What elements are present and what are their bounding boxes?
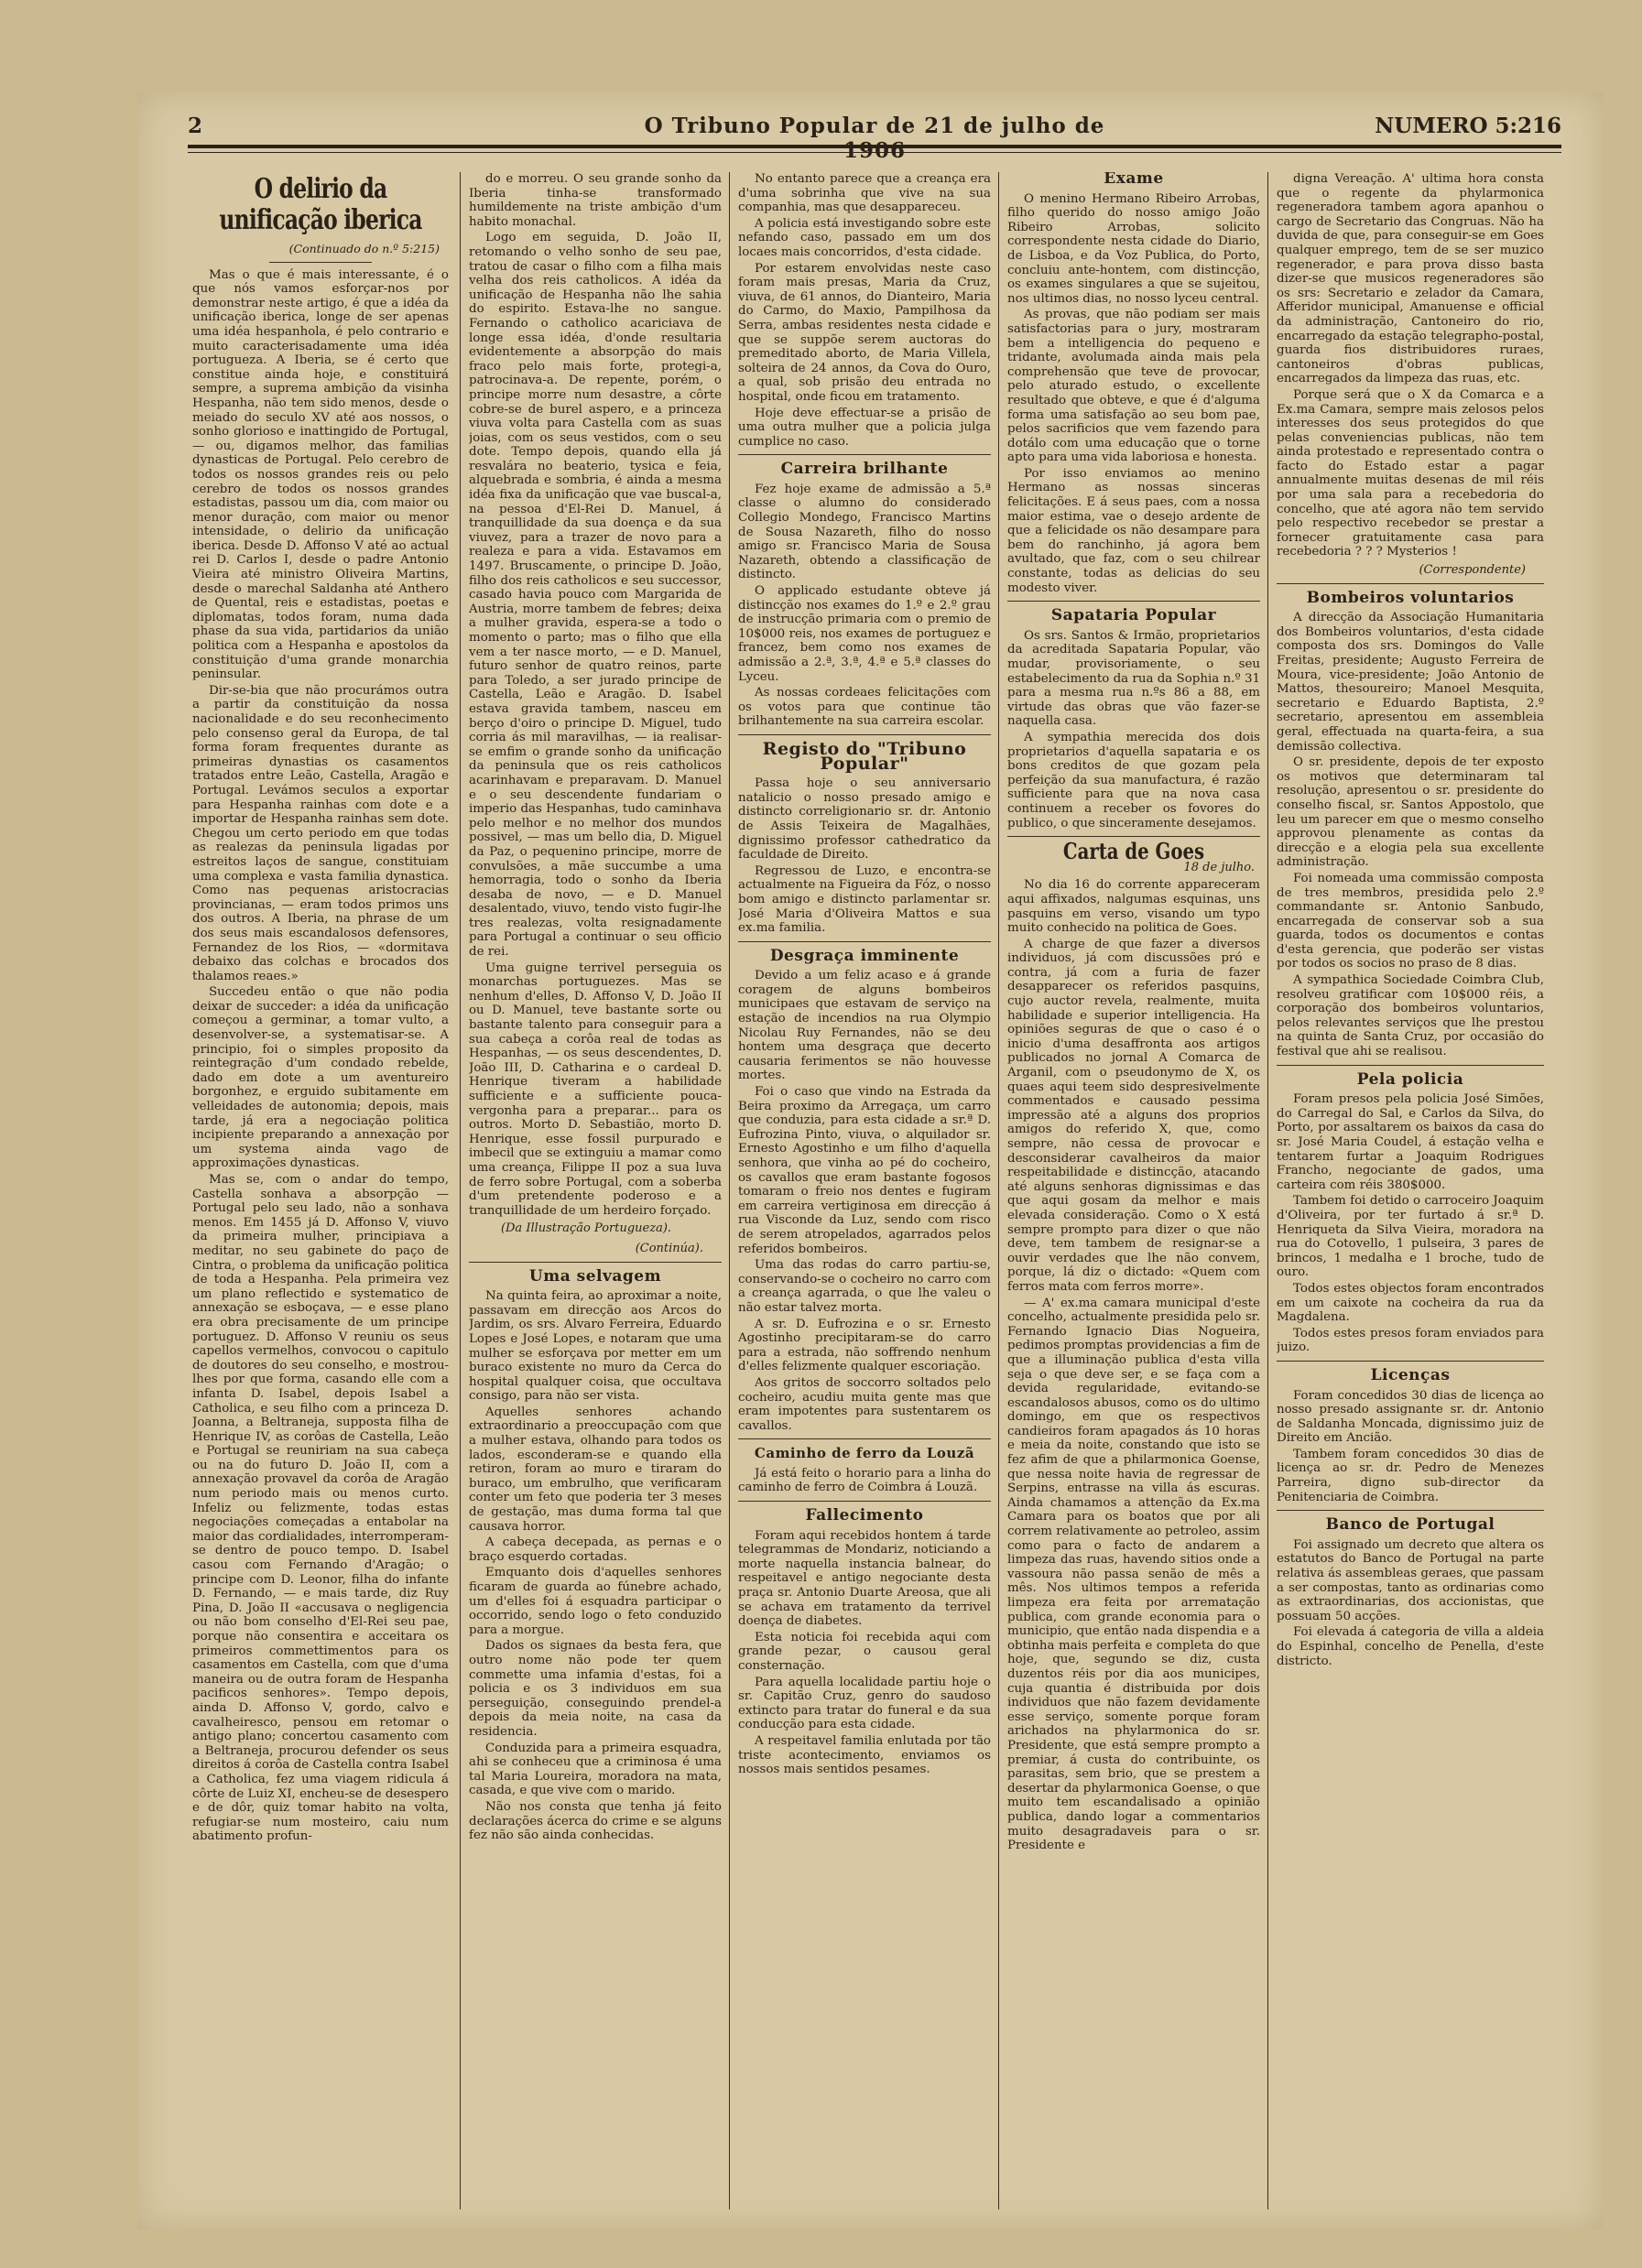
dateline: 18 de julho.: [1183, 860, 1255, 874]
paragraph: Mas se, com o andar do tempo, Castella sonhava a absorpção — Portugal pelo seu lado, não a sonhava menos. Em 1455 já D. Affonso V, viuvo da primeira mulher, principiava a meditar, no seu gabinete do paço de Cintra, o problema da unificação politica de toda a Hespanha. Pela primeira vez um plano reflectido e systematico de annexação se esboçava, — e esse plano era obra precisamente de um principe portuguez. D. Affonso V reuniu os seus capellos vermelhos, convocou o capitulo de doutores do seu conselho, e mostrou-lhes por que forma, casando elle com a infanta D. Isabel, depois Isabel a Catholica, e seu filho com a princeza D. Joanna, a Beltraneja, supposta filha de Henrique IV, as corôas de Castella, Leão e Portugal se reuniriam na sua cabeça ou na do futuro D. João II, com a annexação provavel da corôa de Aragão num periodo mais ou menos curto. Infeliz ou felizmente, todas estas negociações começadas a entabolar na maior das cordialidades, interromperam-se dentro de pouco tempo. D. Isabel casou com Fernando d'Aragão; o principe com D. Leonor, filha do infante D. Fernando, — e mais tarde, diz Ruy Pina, D. João II «accusava o negligencia ou não bom conselho d'El-Rei seu pae, porque não consentira e acceitara os primeiros commettimentos para os casamentos em Castella, com que d'uma maneira ou de outra foram de Hespanha pacificos senhores». Tempo depois, ainda D. Affonso V, gordo, calvo e cavalheiresco, pensou em retomar o antigo plano; concertou casamento com a Beltraneja, procurou defender os seus direitos á corôa de Castella contra Isabel a Catholica, fez uma viagem ridicula á côrte de Luiz XI, encheu-se de desespero e de dôr, quiz tomar habito na volta, refugiar-se num mosteiro, caiu num abatimento profun-: [192, 1173, 449, 1844]
section-heading-bombeiros: Bombeiros voluntarios: [1306, 588, 1515, 607]
column-rule: [998, 172, 999, 2209]
section-heading-licencas: Licenças: [1370, 1365, 1451, 1384]
column-rule: [729, 172, 730, 2209]
paragraph: Foram aqui recebidos hontem á tarde telegrammas de Mondariz, noticiando a morte naquella instancia balnear, do respeitavel e antigo negociante desta praça sr. Antonio Duarte Areosa, que ali se achava em tratamento da terrivel doença de diabetes.: [738, 1528, 991, 1629]
paragraph: Succedeu então o que não podia deixar de succeder: a idéa da unificação começou a germinar, a tomar vulto, a desenvolver-se, a systematisar-se. A principio, foi o simples proposito da reintegração d'um condado rebelde, dado em dote a um aventureiro borgonhez, e erguido subitamente em velleidades de autonomia; depois, mais tarde, já era a negociação politica incipiente preparando a annexação por um systema ainda vago de approximações dynasticas.: [192, 985, 449, 1171]
paragraph: Regressou de Luzo, e encontra-se actualmente na Figueira da Fóz, o nosso bom amigo e distincto parlamentar sr. José Maria d'Oliveira Mattos e sua ex.ma familia.: [738, 863, 991, 936]
section-heading-sapataria: Sapataria Popular: [1050, 606, 1217, 625]
section-heading-desgraca: Desgraça imminente: [769, 946, 960, 965]
page-number: 2: [188, 114, 203, 138]
divider: [1007, 836, 1260, 837]
divider: [1277, 1510, 1544, 1511]
paragraph: Uma das rodas do carro partiu-se, conservando-se o cocheiro no carro com a creança agarrada, o que lhe valeu o não estar talvez morta.: [738, 1258, 991, 1315]
divider: [738, 941, 991, 942]
paragraph: Emquanto dois d'aquelles senhores ficaram de guarda ao fúnebre achado, um d'elles foi á esquadra participar o occorrido, sendo logo o feto conduzido para a morgue.: [469, 1566, 722, 1637]
section-heading-exame: Exame: [1104, 172, 1164, 188]
newspaper-title-date: O Tribuno Popular de 21 de julho de 1906: [644, 114, 1105, 163]
paragraph: Foi elevada á categoria de villa a aldeia do Espinhal, concelho de Penella, d'este districto.: [1277, 1625, 1544, 1668]
divider: [469, 1262, 722, 1263]
section-heading-selvagem: Uma selvagem: [528, 1266, 662, 1286]
paragraph: Fez hoje exame de admissão a 5.ª classe o alumno do considerado Collegio Mondego, Francisco Martins de Sousa Nazareth, filho do nosso amigo sr. Francisco Maria de Sousa Nazareth, obtendo a classificação de distincto.: [738, 482, 991, 582]
paragraph: O applicado estudante obteve já distincção nos exames do 1.º e 2.º grau de instrucção primaria com o premio de 10$000 reis, nos exames de portuguez e francez, bem como nos exames de admissão a 2.ª, 3.ª, 4.ª e 5.ª classes do Lyceu.: [738, 584, 991, 684]
paragraph: A sympathia merecida dos dois proprietarios d'aquella sapataria e os bons creditos de que gozam pela perfeição da sua manufactura, é razão sufficiente para que na nova casa continuem a receber os fovores do publico, o que sinceramente desejamos.: [1007, 730, 1260, 830]
divider: [1277, 583, 1544, 584]
section-heading-caminho: Caminho de ferro da Louzã: [754, 1445, 975, 1462]
source-credit: (Da Illustração Portugueza).: [500, 1221, 672, 1236]
paragraph: Porque será que o X da Comarca e a Ex.ma Camara, sempre mais zelosos pelos interesses dos seus protegidos do que pelas conveniencias publicas, não tem ainda protestado e representado contra o facto do Estado estar a pagar annualmente muitas desenas de mil réis por uma sala para a recebedoria do concelho, que até agora não tem servido pelo respectivo recebedor se prestar a fornecer gratuitamente casa para recebedoria ? ? ? Mysterios !: [1277, 387, 1544, 559]
continua-note: (Continúa).: [635, 1241, 703, 1255]
paragraph: Foram concedidos 30 dias de licença ao nosso presado assignante sr. dr. Antonio de Saldanha Moncada, dignissimo juiz de Direito em Ancião.: [1277, 1388, 1544, 1446]
paragraph: Na quinta feira, ao aproximar a noite, passavam em direcção aos Arcos do Jardim, os srs. Alvaro Ferreira, Eduardo Lopes e José Lopes, e notaram que uma mulher se esforçava por metter em um buraco existente no muro da Cerca do hospital qualquer coisa, que occultava consigo, para não ser vista.: [469, 1289, 722, 1404]
section-heading-policia: Pela policia: [1356, 1069, 1464, 1089]
paragraph: A sr. D. Eufrozina e o sr. Ernesto Agostinho precipitaram-se do carro para a estrada, não soffrendo nenhum d'elles felizmente qualquer escoriação.: [738, 1317, 991, 1374]
paragraph: Foi o caso que vindo na Estrada da Beira proximo da Arregaça, um carro que conduzia, para esta cidade a sr.ª D. Eufrozina Pinto, viuva, o alquilador sr. Ernesto Agostinho e um filho d'aquella senhora, que vinha ao pé do cocheiro, os cavallos que eram bastante fogosos tomaram o freio nos dentes e fugiram em carreira vertiginosa em direcção á rua Visconde da Luz, sendo com risco de serem atropelados, agarrados pelos referidos bombeiros.: [738, 1085, 991, 1256]
paragraph: Todos estes objectos foram encontrados em um caixote na cocheira da rua da Magdalena.: [1277, 1281, 1544, 1325]
paragraph: A charge de que fazer a diversos individuos, já com discussões pró e contra, já com a furia de fazer desapparecer os referidos pasquins, cujo auctor revela, realmente, muita habilidade e superior intelligencia. Ha opiniões seguras de que o caso é o inicio d'uma desaffronta aos artigos publicados no jornal A Comarca de Arganil, com o pseudonymo de X, os quaes aqui teem sido despresivelmente commentados e causado pessima impressão até a alguns dos proprios amigos do referido X, que, como sempre, não cessa de provocar e desconsiderar cavalheiros da maior respeitabilidade e distincção, atacando até alguns senhoras dignissimas e das que aqui gosam da melhor e mais elevada consideração. Como o X está sempre prompto para dizer o que não deve, tem tambem de resignar-se a ouvir verdades que lhe não convem, porque, lá diz o dictado: «Quem com ferros mata com ferros morre».: [1007, 937, 1260, 1294]
paragraph: Devido a um feliz acaso e á grande coragem de alguns bombeiros municipaes que estavam de serviço na estação de incendios na rua Olympio Nicolau Ruy Fernandes, não se deu hontem uma desgraça que decerto causaria ferimentos se não houvesse mortes.: [738, 969, 991, 1083]
paragraph: do e morreu. O seu grande sonho da Iberia tinha-se transformado humildemente na triste ambição d'um habito monachal.: [469, 172, 722, 229]
paragraph: Dados os signaes da besta fera, que outro nome não pode ter quem commette uma infamia d'estas, foi a policia e os 3 individuos em sua perseguição, conseguindo prendel-a depois da meia noite, na casa da residencia.: [469, 1639, 722, 1739]
paragraph: A policia está investigando sobre este nefando caso, passado em um dos locaes mais concorridos, d'esta cidade.: [738, 216, 991, 259]
paragraph: Os srs. Santos & Irmão, proprietarios da acreditada Sapataria Popular, vão mudar, provisoriamente, o seu estabelecimento da rua da Sophia n.º 31 para a mesma rua n.ºs 86 a 88, em virtude das obras que vão fazer-se naquella casa.: [1007, 628, 1260, 729]
issue-number: NUMERO 5:216: [1375, 114, 1561, 138]
section-heading-registo: Registo do "Tribuno Popular": [762, 738, 967, 774]
paragraph: A sympathica Sociedade Coimbra Club, resolveu gratificar com 10$000 réis, a corporação dos bombeiros voluntarios, pelos relevantes serviços que lhe prestou na quinta de Santa Cruz, por occasião do festival que ahi se realisou.: [1277, 973, 1544, 1059]
paragraph: Foi nomeada uma commissão composta de tres membros, presidida pelo 2.º commandante sr. Antonio Sanbudo, encarregada de conservar sob a sua guarda, todos os documentos e contas d'esta gerencia, que poderão ser vistas por todos os socios no praso de 8 dias.: [1277, 871, 1544, 971]
paragraph: Foi assignado um decreto que altera os estatutos do Banco de Portugal na parte relativa ás assembleas geraes, que passam a ser compostas, tanto as ordinarias como as extraordinarias, dos accionistas, que possuam 50 acções.: [1277, 1537, 1544, 1623]
column-rule: [1267, 172, 1268, 2209]
divider: [1277, 1065, 1544, 1066]
paragraph: As nossas cordeaes felicitações com os votos para que continue tão brilhantemente na sua carreira escolar.: [738, 686, 991, 729]
paragraph: Todos estes presos foram enviados para juizo.: [1277, 1326, 1544, 1355]
divider: [738, 1501, 991, 1502]
article-subtitle: (Continuado do n.º 5:215): [288, 242, 440, 255]
column-3: [738, 172, 991, 2214]
section-heading-fallecimento: Fallecimento: [805, 1506, 924, 1525]
paragraph: Tambem foi detido o carroceiro Joaquim d'Oliveira, por ter furtado á sr.ª D. Henriqueta da Silva Vieira, moradora na rua do Cotovello, 1 pulseira, 3 pares de brincos, 1 medalha e 1 broche, tudo de ouro.: [1277, 1194, 1544, 1280]
paragraph: Logo em seguida, D. João II, retomando o velho sonho de seu pae, tratou de casar o filho com a filha mais velha dos reis catholicos. A idéa da unificação de Hespanha não lhe sahia do espirito. Estava-lhe no sangue. Fernando o catholico acariciava de longe essa idéa, d'onde resultaria evidentemente a absorpção do mais fraco pelo mais forte, protegi-a, patrocinava-a. De repente, porém, o principe morre num desastre, a côrte cobre-se de burel aspero, e a princeza viuva volta para Castella com as suas joias, com os seus vestidos, com o seu dote. Tempo depois, quando ella já resvalára no beaterio, tysica e feia, alquebrada e sombria, é ainda a mesma idéa fixa da unificação que vae buscal-a, na pessoa d'El-Rei D. Manuel, á tranquillidade da sua doença e da sua viuvez, para a trazer de novo para a realeza e para a vida. Estavamos em 1497. Bruscamente, o principe D. João, filho dos reis catholicos e seu successor, casado havia pouco com Margarida de Austria, morre tambem de febres; deixa a mulher gravida, espera-se a todo o momento o parto; mas o filho que ella vem a ter nasce morto, — e D. Manuel, futuro senhor de quatro reinos, parte para Toledo, a ser jurado principe de Castella, Leão e Aragão. D. Isabel estava gravida tambem, nasceu em berço d'oiro o principe D. Miguel, tudo corria ás mil maravilhas, — ia realisar-se emfim o grande sonho da unificação da peninsula que os reis catholicos acarinhavam e preparavam. D. Manuel e o seu descendente fundariam o imperio das Hespanhas, tudo caminhava pelo melhor e no melhor dos mundos possivel, — mas um bello dia, D. Miguel da Paz, o pequenino principe, morre de convulsões, a mãe succumbe a uma hemorragia, todo o sonho da Iberia desaba de novo, — e D. Manuel desalentado, viuvo, tendo visto fugir-lhe tres realezas, volta resignadamente para Portugal a continuar o seu officio de rei.: [469, 231, 722, 960]
paragraph: As provas, que não podiam ser mais satisfactorias para o jury, mostraram bem a intelligencia do pequeno e tridante, avolumada ainda mais pela comprehensão que teve de provocar, pelo aturado estudo, o excellente resultado que obteve, e que é d'alguma forma uma satisfação ao seu bom pae, pelos sacrificios que vem fazendo para dotálo com uma educação que o torne apto para uma vida laboriosa e honesta.: [1007, 308, 1260, 465]
paragraph: — A' ex.ma camara municipal d'este concelho, actualmente presidida pelo sr. Fernando Ignacio Dias Nogueira, pedimos promptas providencias a fim de que a illuminação publica d'esta villa seja o que deve ser, e se faça com a devida regularidade, evitando-se escandalosos abusos, como os do ultimo domingo, em que os respectivos candieiros foram apagados ás 10 horas e meia da noite, constando que isto se fez afim de que a philarmonica Goense, que nessa noite havia de regressar de Serpins, entrasse na villa ás escuras. Ainda chamamos a attenção da Ex.ma Camara para os boatos que por ali correm relativamente ao petroleo, assim como para o facto de andarem a limpeza das ruas, havendo sitios onde a vassoura não passa senão de mês a mês. Nos ultimos tempos a referida limpeza era feita por arrematação publica, com grande economia para o municipio, que então nada dispendia e a obtinha mais perfeita e completa do que hoje, que, segundo se diz, custa duzentos réis por dia aos municipes, cuja quantia é distribuida por dois individuos que não fazem devidamente esse serviço, somente porque foram arichados na phylarmonica do sr. Presidente, que está sempre prompto a premiar, á custa do contribuinte, os parasitas, sem brio, que se prestem a desertar da phylarmonica Goense, o que muito tem escandalisado a opinião publica, dando logar a commentarios muito desagradaveis para o sr. Presidente e: [1007, 1296, 1260, 1853]
section-heading-goes: Carta de Goes: [1062, 838, 1205, 865]
paragraph: Foram presos pela policia José Simões, do Carregal do Sal, e Carlos da Silva, do Porto, por assaltarem os baixos da casa do sr. José Maria Coudel, á estação velha e tentarem furtar a Joaquim Rodrigues Francho, negociante de gados, uma carteira com réis 380$000.: [1277, 1092, 1544, 1192]
paragraph: Aos gritos de soccorro soltados pelo cocheiro, acudiu muita gente mas que eram impotentes para sustentarem os cavallos.: [738, 1375, 991, 1433]
paragraph: Aquelles senhores achando extraordinario a preoccupação com que a mulher estava, olhando para todos os lados, esconderam-se e quando ella retiron, foram ao muro e tiraram do buraco, um embrulho, que verificaram conter um feto que poderia ter 3 meses de gestação, mas duma forma tal que causava horror.: [469, 1405, 722, 1534]
paragraph: Tambem foram concedidos 30 dias de licença ao sr. dr. Pedro de Menezes Parreira, digno sub-director da Penitenciaria de Coimbra.: [1277, 1447, 1544, 1504]
column-1: [192, 172, 449, 2214]
paragraph: A direcção da Associação Humanitaria dos Bombeiros voluntarios, d'esta cidade composta dos srs. Domingos do Valle Freitas, presidente; Augusto Ferreira de Moura, vice-presidente; João Antonio de Mattos, thesoureiro; Manoel Mesquita, secretario e Eduardo Baptista, 2.º secretario, apresentou em assembleia geral, effectuada na quarta-feira, a sua demissão collectiva.: [1277, 611, 1544, 754]
section-heading-banco: Banco de Portugal: [1325, 1515, 1495, 1535]
divider: [738, 454, 991, 455]
paragraph: Conduzida para a primeira esquadra, ahi se conheceu que a criminosa é uma tal Maria Loureira, moradora na mata, casada, e que vive com o marido.: [469, 1741, 722, 1798]
paragraph: Mas o que é mais interessante, é o que nós vamos esforçar-nos por demonstrar neste artigo, é que a idéa da unificação iberica, longe de ser apenas uma idéa hespanhola, é pelo contrario e muito caracterisadamente uma idéa portugueza. A Iberia, se é certo que constitue ainda hoje, e constituirá sempre, a suprema ambição da visinha Hespanha, não tem sido menos, desde o meiado do seculo XV até aos nossos, o sonho glorioso e inattingido de Portugal, — ou, digamos melhor, das familias dynasticas de Portugal. Pelo cerebro de todos os nossos grandes reis ou pelo cerebro de todos os nossos grandes estadistas, passou um dia, com maior ou menor duração, com maior ou menor intensidade, o delirio da unificação iberica. Desde D. Affonso V até ao actual rei D. Carlos I, desde o padre Antonio Vieira até ministro Oliveira Martins, desde o marechal Saldanha até Anthero de Quental, reis e estadistas, poetas e diplomatas, todos foram, numa dada phase da sua vida, partidarios da união politica com a Hespanha e apostolos da constituição d'uma grande monarchia peninsular.: [192, 267, 449, 682]
divider: [269, 262, 372, 263]
article-title: O delirio da unificação iberica: [219, 173, 422, 236]
paragraph: Esta noticia foi recebida aqui com grande pezar, o causou geral consternação.: [738, 1630, 991, 1673]
masthead: [188, 108, 1561, 163]
paragraph: A respeitavel familia enlutada por tão triste acontecimento, enviamos os nossos mais sentidos pesames.: [738, 1733, 991, 1777]
paragraph: A cabeça decepada, as pernas e o braço esquerdo cortadas.: [469, 1536, 722, 1564]
column-rule: [460, 172, 461, 2209]
paragraph: Dir-se-bia que não procurámos outra a partir da constituição da nossa nacionalidade e do seu reconhecimento pelo consenso geral da Europa, de tal forma foram frequentes durante as primeiras dynastias os casamentos tratados entre Leão, Castella, Aragão e Portugal. Levámos seculos a exportar para Hespanha rainhas com dote e a importar de Hespanha rainhas sem dote. Chegou um certo periodo em que todas as realezas da peninsula ligadas por estreitos laços de sangue, constituiam uma complexa e vasta familia dynastica. Como nas pequenas aristocracias provincianas, — eram todos primos uns dos outros. A Iberia, na phrase de um dos seus mais escandalosos defensores, Fernandez de los Rios, — «dormitava debaixo das colchas e brocados dos thalamos reaes.»: [192, 683, 449, 983]
paragraph: No entanto parece que a creança era d'uma sobrinha que vive na sua companhia, mas que desappareceu.: [738, 172, 991, 215]
column-5: [1277, 172, 1544, 2214]
column-4: [1007, 172, 1260, 2214]
divider: [1007, 601, 1260, 602]
correspondent-signature: (Correspondente): [1419, 563, 1526, 578]
paragraph: Passa hoje o seu anniversario natalicio o nosso presado amigo e distincto correligionario sr. dr. Antonio de Assis Teixeira de Magalhães, dignissimo professor cathedratico da faculdade de Direito.: [738, 776, 991, 863]
divider: [1277, 1361, 1544, 1362]
paragraph: digna Vereação. A' ultima hora consta que o regente da phylarmonica regeneradora tambem agora apanhou o cargo de Secretario das Congruas. Não ha duvida de que, para conseguir-se em Goes qualquer emprego, tem de se ser muzico regenerador, e para prova disso basta dizer-se que musicos regeneradores são os srs: Secretario e zelador da Camara, Afferidor municipal, Amanuense e official da administração, Cantoneiro do rio, encarregado da estação telegrapho-postal, guarda fios distribuidores ruraes, cantoneiros d'obras publicas, encarregados da limpeza das ruas, etc.: [1277, 172, 1544, 386]
divider: [738, 734, 991, 735]
paragraph: Uma guigne terrivel perseguia os monarchas portuguezes. Mas se nenhum d'elles, D. Affonso V, D. João II ou D. Manuel, teve bastante sorte ou bastante talento para conseguir para a sua cabeça a corôa real de todas as Hespanhas, — os seus descendentes, D. João III, D. Catharina e o cardeal D. Henrique tiveram a habilidade sufficiente e a sufficiente pouca-vergonha para a preparar... para os outros. Morto D. Sebastião, morto D. Henrique, esse fossil purpurado e imbecil que se extinguiu a mamar como uma creança, Filippe II poz a sua luva de ferro sobre Portugal, com a soberba d'um pretendente poderoso e a tranquillidade de um herdeiro forçado.: [469, 960, 722, 1218]
paragraph: Já está feito o horario para a linha do caminho de ferro de Coimbra á Louzã.: [738, 1466, 991, 1495]
paragraph: Não nos consta que tenha já feito declarações ácerca do crime e se alguns fez não são ainda conhecidas.: [469, 1799, 722, 1843]
paragraph: Por estarem envolvidas neste caso foram mais presas, Maria da Cruz, viuva, de 61 annos, do Dianteiro, Maria do Carmo, do Maxio, Pampilhosa da Serra, ambas residentes nesta cidade e que se suppõe serem auctoras do premeditado aborto, de Maria Villela, solteira de 24 annos, da Cova do Ouro, a qual, sob prisão deu entrada no hospital, onde ficou em tratamento.: [738, 261, 991, 404]
paragraph: O menino Hermano Ribeiro Arrobas, filho querido do nosso amigo João Ribeiro Arrobas, solicito correspondente nesta cidade do Diario, de Lisboa, e da Voz Publica, do Porto, concluiu ante-hontem, com distincção, os exames singulares a que se sujeitou, nos ultimos dias, no nosso lyceu central.: [1007, 191, 1260, 306]
paragraph: Para aquella localidade partiu hoje o sr. Capitão Cruz, genro do saudoso extincto para tratar do funeral e da sua conducção para esta cidade.: [738, 1675, 991, 1732]
divider: [738, 1438, 991, 1439]
newspaper-page: [137, 92, 1603, 2230]
paragraph: Hoje deve effectuar-se a prisão de uma outra mulher que a policia julga cumplice no caso.: [738, 406, 991, 449]
masthead-rule: [188, 152, 1561, 153]
column-2: [469, 172, 722, 2214]
paragraph: No dia 16 do corrente appareceram aqui affixados, nalgumas esquinas, uns pasquins em verso, visando um typo muito conhecido na politica de Goes.: [1007, 878, 1260, 936]
paragraph: O sr. presidente, depois de ter exposto os motivos que determinaram tal resolução, apresentou o sr. presidente do conselho fiscal, sr. Santos Appostolo, que leu um parecer em que o mesmo conselho approvou plenamente as contas da direcção e a elogia pela sua excellente administração.: [1277, 755, 1544, 870]
paragraph: Por isso enviamos ao menino Hermano as nossas sinceras felicitações. E á seus paes, com a nossa maior estima, vae o desejo ardente de que a felicidade os não desampare para bem do ranchinho, já agora bem avultado, que faz, com o seu chilrear constante, todas as delicias do seu modesto viver.: [1007, 466, 1260, 595]
section-heading-carreira: Carreira brilhante: [780, 460, 949, 479]
